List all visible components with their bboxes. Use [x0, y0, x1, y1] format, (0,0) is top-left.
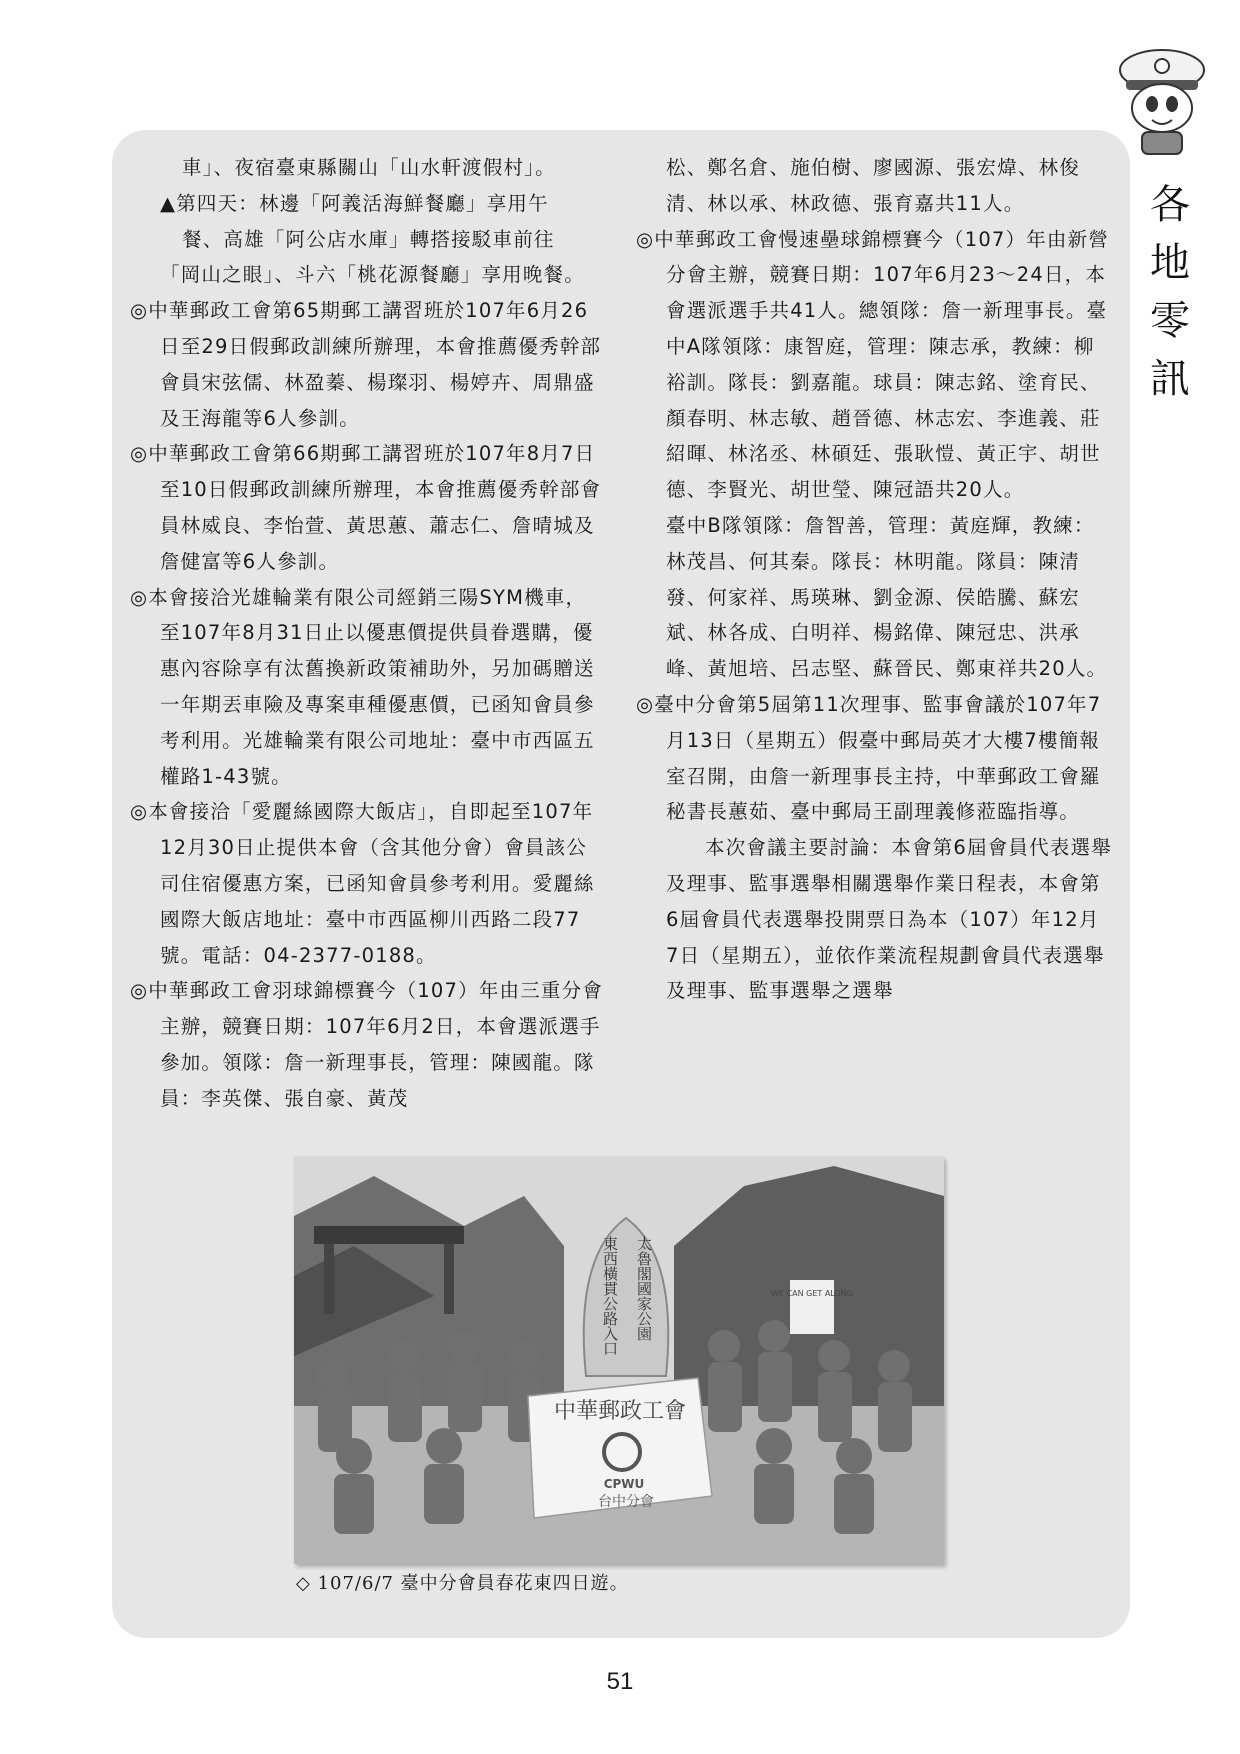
- news-item: ◎中華郵政工會羽球錦標賽今（107）年由三重分會主辦，競賽日期：107年6月2日，本會選派選手參加。領隊：詹一新理事長，管理：陳國龍。隊員：李英傑、張自豪、黃茂: [130, 979, 604, 1110]
- banner-title: 中華郵政工會: [553, 1399, 687, 1424]
- section-title-char: 地: [1150, 240, 1190, 286]
- section-title-char: 各: [1150, 182, 1190, 228]
- right-column: [636, 150, 1112, 1009]
- news-item: ◎本會接洽「愛麗絲國際大飯店」，自即起至107年12月30日止提供本會（含其他分會）會員該公司住宿優惠方案，已函知會員參考利用。愛麗絲國際大飯店地址：臺中市西區柳川西路二段77號。電話：04-2377-0188。: [130, 800, 595, 967]
- left-column: [130, 150, 606, 1117]
- section-title: [1140, 176, 1200, 408]
- news-item: ◎中華郵政工會慢速壘球錦標賽今（107）年由新營分會主辦，競賽日期：107年6月23～24日，本會選派選手共41人。總領隊：詹一新理事長。臺中A隊領隊：康智庭，管理：陳志承，教練：柳裕訓。隊長：劉嘉龍。球員：陳志銘、塗育民、顏春明、林志敏、趙晉德、林志宏、李進義、莊紹暉、林洺丞、林碩廷、張耿愷、黃正宇、胡世德、李賢光、胡世瑩、陳冠語共20人。: [636, 227, 1110, 502]
- paragraph: 餐、高雄「阿公店水庫」轉搭接駁車前往: [182, 227, 555, 251]
- banner-org: CPWU: [603, 1477, 645, 1491]
- postman-mascot-icon: [1112, 40, 1212, 158]
- news-item: ◎中華郵政工會第65期郵工講習班於107年6月26日至29日假郵政訓練所辦理，本會推薦優秀幹部會員宋弦儒、林盈蓁、楊璨羽、楊婷卉、周鼎盛及王海龍等6人參訓。: [130, 299, 602, 430]
- union-banner: [528, 1378, 712, 1518]
- paragraph: 「岡山之眼」、斗六「桃花源餐廳」享用晚餐。: [160, 263, 585, 287]
- news-item: ◎本會接洽光雄輪業有限公司經銷三陽SYM機車，至107年8月31日止以優惠價提供員眷選購，優惠內容除享有汰舊換新政策補助外，另加碼贈送一年期丟車險及專案車種優惠價，已函知會員參考利用。光雄輪業有限公司地址：臺中市西區五權路1-43號。: [130, 585, 595, 788]
- monument-text: 太魯閣國家公園: [635, 1236, 653, 1341]
- news-item: ◎臺中分會第5屆第11次理事、監事會議於107年7月13日（星期五）假臺中郵局英才大樓7樓簡報室召開，由詹一新理事長主持，中華郵政工會羅秘書長蕙茹、臺中郵局王副理義修蒞臨指導。: [636, 692, 1102, 824]
- photo-caption: ◇ 107/6/7 臺中分會員春花東四日遊。: [296, 1573, 629, 1594]
- paragraph: 本次會議主要討論：本會第6屆會員代表選舉及理事、監事選舉相關選舉作業日程表，本會第6屆會員代表選舉投開票日為本（107）年12月7日（星期五），並依作業流程規劃會員代表選舉及理事、監事選舉之選舉: [666, 836, 1112, 1003]
- paragraph: 車」、夜宿臺東縣關山「山水軒渡假村」。: [182, 156, 556, 179]
- shirt-text: WE CAN GET ALONG: [771, 1289, 853, 1298]
- paragraph: 松、鄭名倉、施伯樹、廖國源、張宏煒、林俊清、林以承、林政德、張育嘉共11人。: [666, 156, 1081, 215]
- paragraph: ▲第四天：林邊「阿義活海鮮餐廳」享用午: [160, 191, 549, 215]
- monument-text: 東西橫貫公路入口: [601, 1236, 619, 1356]
- group-photo: [294, 1156, 944, 1564]
- paragraph: 臺中B隊領隊：詹智善，管理：黃庭輝，教練：林茂昌、何其秦。隊長：林明龍。隊員：陳清發、何家祥、馬瑛琳、劉金源、侯皓騰、蘇宏斌、林各成、白明祥、楊銘偉、陳冠忠、洪承峰、黃旭培、呂志堅、蘇晉民、鄭東祥共20人。: [666, 513, 1108, 681]
- banner-branch: 台中分會: [598, 1494, 654, 1510]
- section-title-char: 零: [1150, 298, 1190, 344]
- section-title-char: 訊: [1150, 356, 1190, 402]
- news-item: ◎中華郵政工會第66期郵工講習班於107年8月7日至10日假郵政訓練所辦理，本會推薦優秀幹部會員林威良、李怡萱、黃思蕙、蕭志仁、詹晴城及詹健富等6人參訓。: [130, 442, 602, 573]
- page-number: 51: [606, 1668, 634, 1695]
